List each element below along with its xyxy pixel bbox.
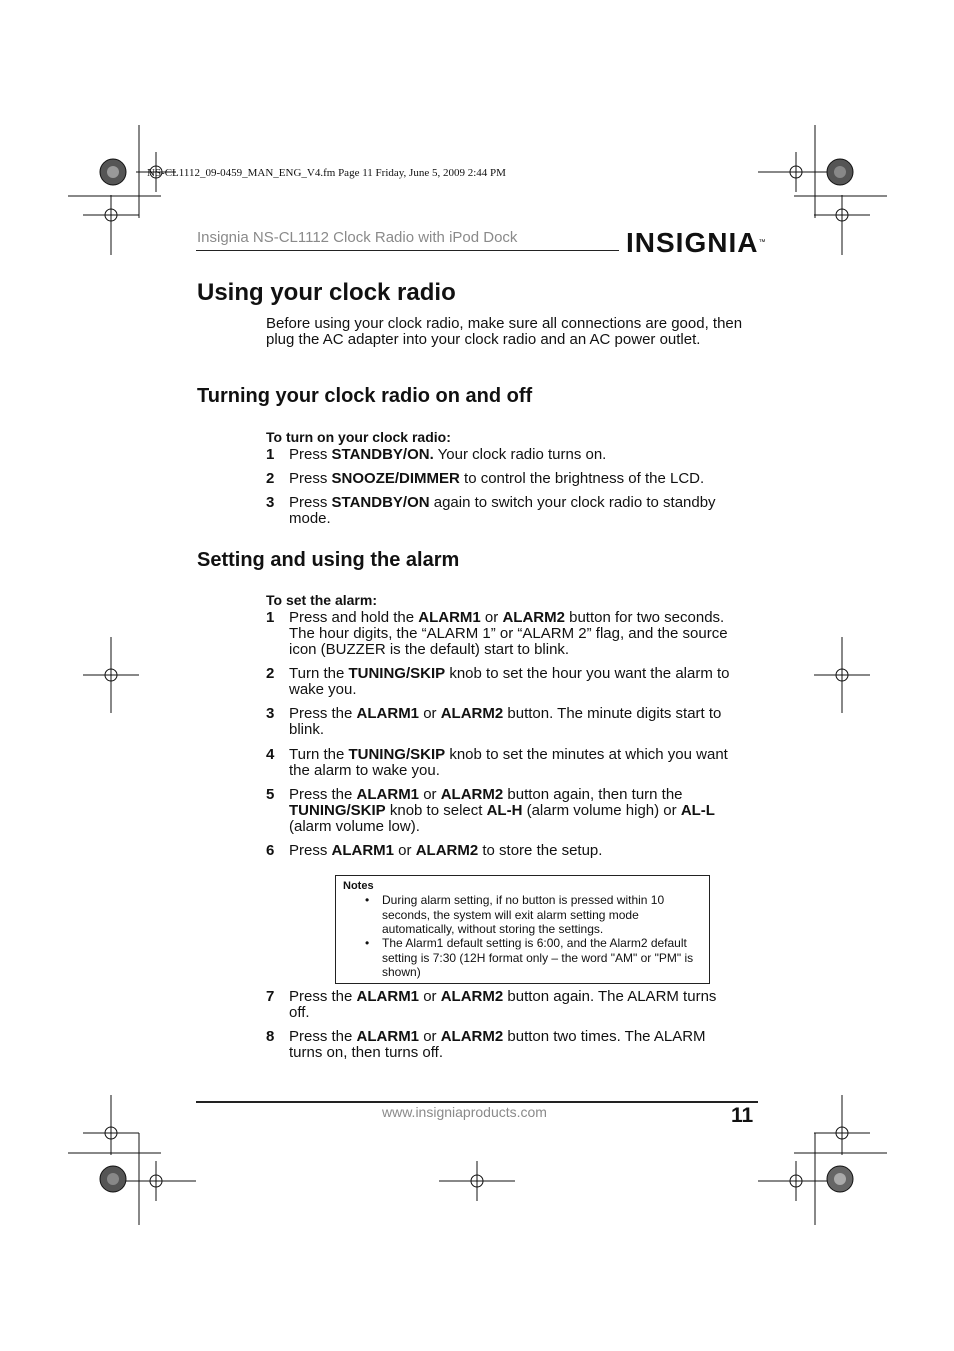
footer-url: www.insigniaproducts.com: [382, 1104, 547, 1120]
control-name: ALARM2: [440, 988, 504, 1005]
insignia-logo: [626, 229, 765, 257]
section-heading-on-off: Turning your clock radio on and off: [197, 385, 533, 407]
control-name: ALARM1: [356, 786, 420, 803]
control-name: TUNING/SKIP: [348, 746, 446, 763]
step-2-5: [266, 787, 736, 835]
step-text: Press the ALARM1 or ALARM2 button again, then turn the TUNING/SKIP knob to select AL-H (alarm volume high) or AL-L (alarm volume low).: [289, 786, 715, 835]
control-name: SNOOZE/DIMMER: [331, 470, 460, 487]
control-name: STANDBY/ON: [331, 494, 430, 511]
bullet: •: [365, 936, 370, 950]
procedure-title-turn-on: To turn on your clock radio:: [266, 429, 451, 445]
step-text: Press STANDBY/ON. Your clock radio turns on.: [289, 446, 607, 463]
step-number: 6: [266, 842, 275, 859]
footer-rule: [196, 1101, 758, 1103]
note-item: [365, 936, 705, 980]
intro-paragraph: Before using your clock radio, make sure all connections are good, then plug the AC adapter into your clock radio and an AC power outlet.: [266, 315, 743, 348]
control-name: ALARM2: [440, 1028, 504, 1045]
step-text: Press SNOOZE/DIMMER to control the brightness of the LCD.: [289, 470, 705, 487]
step-text: Press and hold the ALARM1 or ALARM2 button for two seconds. The hour digits, the “ALARM 1” or “ALARM 2” flag, and the source icon (BUZZER is the default) start to blink.: [289, 609, 728, 658]
logo-text: INSIGNIA: [626, 227, 759, 258]
control-name: ALARM2: [440, 786, 504, 803]
control-name: ALARM1: [331, 842, 395, 859]
page-title: Using your clock radio: [197, 279, 456, 306]
step-number: 2: [266, 470, 275, 487]
step-2-3: [266, 706, 736, 738]
running-head: Insignia NS-CL1112 Clock Radio with iPod Dock: [197, 229, 518, 246]
step-number: 4: [266, 746, 275, 763]
control-name: ALARM1: [356, 1028, 420, 1045]
step-text: Press ALARM1 or ALARM2 to store the setup.: [289, 842, 603, 859]
notes-title: Notes: [343, 880, 374, 892]
control-name: ALARM1: [418, 609, 481, 626]
control-name: ALARM2: [440, 705, 504, 722]
step-text: Press the ALARM1 or ALARM2 button two times. The ALARM turns on, then turns off.: [289, 1028, 706, 1061]
step-2-8: [266, 1029, 736, 1061]
control-name: TUNING/SKIP: [348, 665, 446, 682]
step-number: 3: [266, 494, 275, 511]
step-2-1: [266, 610, 736, 658]
step-2-7: [266, 989, 736, 1021]
step-number: 2: [266, 665, 275, 682]
control-name: ALARM1: [356, 988, 420, 1005]
step-1-2: [266, 471, 736, 487]
section-heading-alarm: Setting and using the alarm: [197, 549, 460, 571]
step-number: 1: [266, 446, 275, 463]
bullet: •: [365, 893, 370, 907]
control-name: AL-L: [680, 802, 715, 819]
step-number: 1: [266, 609, 275, 626]
step-text: Press the ALARM1 or ALARM2 button. The minute digits start to blink.: [289, 705, 722, 738]
step-2-2: [266, 666, 736, 698]
control-name: TUNING/SKIP: [289, 802, 386, 819]
procedure-title-set-alarm: To set the alarm:: [266, 592, 377, 608]
note-item: [365, 893, 705, 937]
logo-trademark: ™: [758, 239, 766, 246]
step-text: Turn the TUNING/SKIP knob to set the minutes at which you want the alarm to wake you.: [289, 746, 728, 779]
step-text: Press STANDBY/ON again to switch your clock radio to standby mode.: [289, 494, 716, 527]
notes-box: [335, 875, 710, 984]
control-name: AL-H: [486, 802, 523, 819]
header-rule: [196, 250, 619, 251]
step-1-3: [266, 495, 736, 527]
page-number: 11: [731, 1104, 754, 1127]
file-info: NS-CL1112_09-0459_MAN_ENG_V4.fm Page 11 Friday, June 5, 2009 2:44 PM: [147, 167, 506, 179]
step-text: Press the ALARM1 or ALARM2 button again. The ALARM turns off.: [289, 988, 717, 1021]
step-number: 3: [266, 705, 275, 722]
step-2-4: [266, 747, 736, 779]
control-name: ALARM1: [356, 705, 420, 722]
step-number: 5: [266, 786, 275, 803]
control-name: ALARM2: [502, 609, 565, 626]
control-name: STANDBY/ON.: [331, 446, 434, 463]
step-text: Turn the TUNING/SKIP knob to set the hour you want the alarm to wake you.: [289, 665, 730, 698]
control-name: ALARM2: [415, 842, 479, 859]
step-1-1: [266, 447, 736, 463]
step-2-6: [266, 843, 736, 859]
note-text: During alarm setting, if no button is pressed within 10 seconds, the system will exit alarm setting mode automatically, without storing the settings.: [382, 893, 665, 936]
step-number: 7: [266, 988, 275, 1005]
note-text: The Alarm1 default setting is 6:00, and the Alarm2 default setting is 7:30 (12H format only – the word "AM" or "PM" is shown): [382, 936, 694, 979]
step-number: 8: [266, 1028, 275, 1045]
